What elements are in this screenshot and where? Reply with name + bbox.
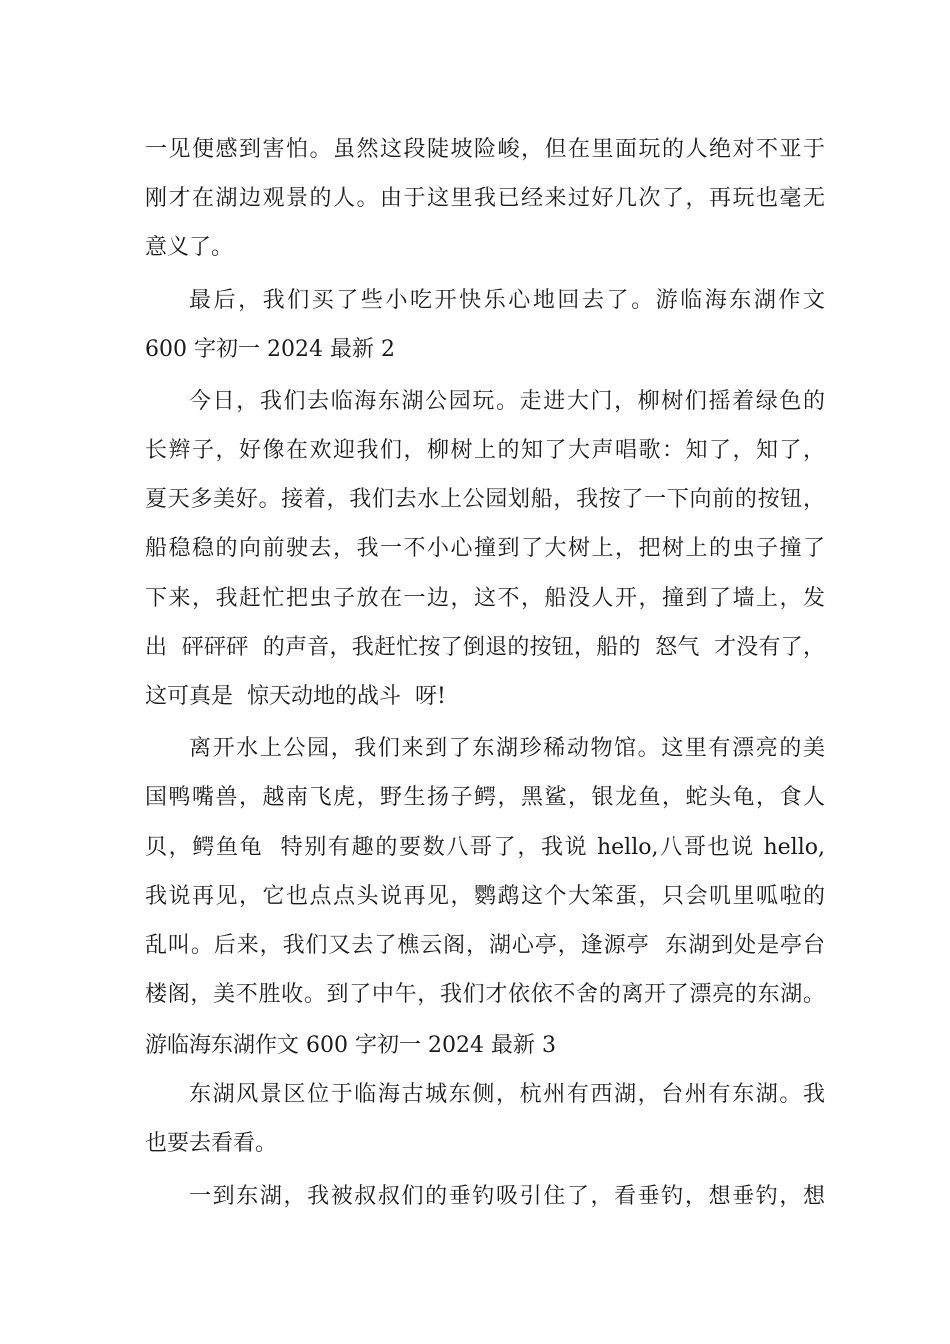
text-line: 意义了。 <box>145 235 234 260</box>
text-line: 最后，我们买了些小吃开快乐心地回去了。游临海东湖作文 <box>189 288 825 313</box>
text-line: 楼阁，美不胜收。到了中午，我们才依依不舍的离开了漂亮的东湖。 <box>145 982 825 1007</box>
text-line: 贝，鳄鱼龟 特别有趣的要数八哥了，我说 hello,八哥也说 hello, <box>145 835 825 860</box>
text-line: 乱叫。后来，我们又去了樵云阁，湖心亭，逢源亭 东湖到处是亭台 <box>145 933 825 958</box>
section-heading: 600 字初一 2024 最新 2 <box>145 337 395 362</box>
text-line: 也要去看看。 <box>145 1131 278 1156</box>
text-line: 一到东湖，我被叔叔们的垂钓吸引住了，看垂钓，想垂钓，想 <box>189 1184 825 1209</box>
text-line: 离开水上公园，我们来到了东湖珍稀动物馆。这里有漂亮的美 <box>189 736 825 761</box>
section-heading: 游临海东湖作文 600 字初一 2024 最新 3 <box>145 1033 556 1058</box>
text-line: 出 砰砰砰 的声音，我赶忙按了倒退的按钮，船的 怒气 才没有了， <box>145 635 825 660</box>
text-line: 东湖风景区位于临海古城东侧，杭州有西湖，台州有东湖。我 <box>189 1082 825 1107</box>
text-line: 船稳稳的向前驶去，我一不小心撞到了大树上，把树上的虫子撞了 <box>145 536 825 561</box>
text-line: 国鸭嘴兽，越南飞虎，野生扬子鳄，黑鲨，银龙鱼，蛇头龟，食人 <box>145 785 825 810</box>
text-line: 下来，我赶忙把虫子放在一边，这不，船没人开，撞到了墙上，发 <box>145 586 825 611</box>
text-line: 刚才在湖边观景的人。由于这里我已经来过好几次了，再玩也毫无 <box>145 186 825 211</box>
text-line: 这可真是 惊天动地的战斗 呀! <box>145 684 446 709</box>
text-line: 长辫子，好像在欢迎我们，柳树上的知了大声唱歌：知了，知了， <box>145 438 825 463</box>
text-line: 夏天多美好。接着，我们去水上公园划船，我按了一下向前的按钮， <box>145 487 825 512</box>
text-line: 今日，我们去临海东湖公园玩。走进大门，柳树们摇着绿色的 <box>189 389 825 414</box>
text-line: 我说再见，它也点点头说再见，鹦鹉这个大笨蛋，只会叽里呱啦的 <box>145 884 825 909</box>
text-line: 一见便感到害怕。虽然这段陡坡险峻，但在里面玩的人绝对不亚于 <box>145 137 825 162</box>
